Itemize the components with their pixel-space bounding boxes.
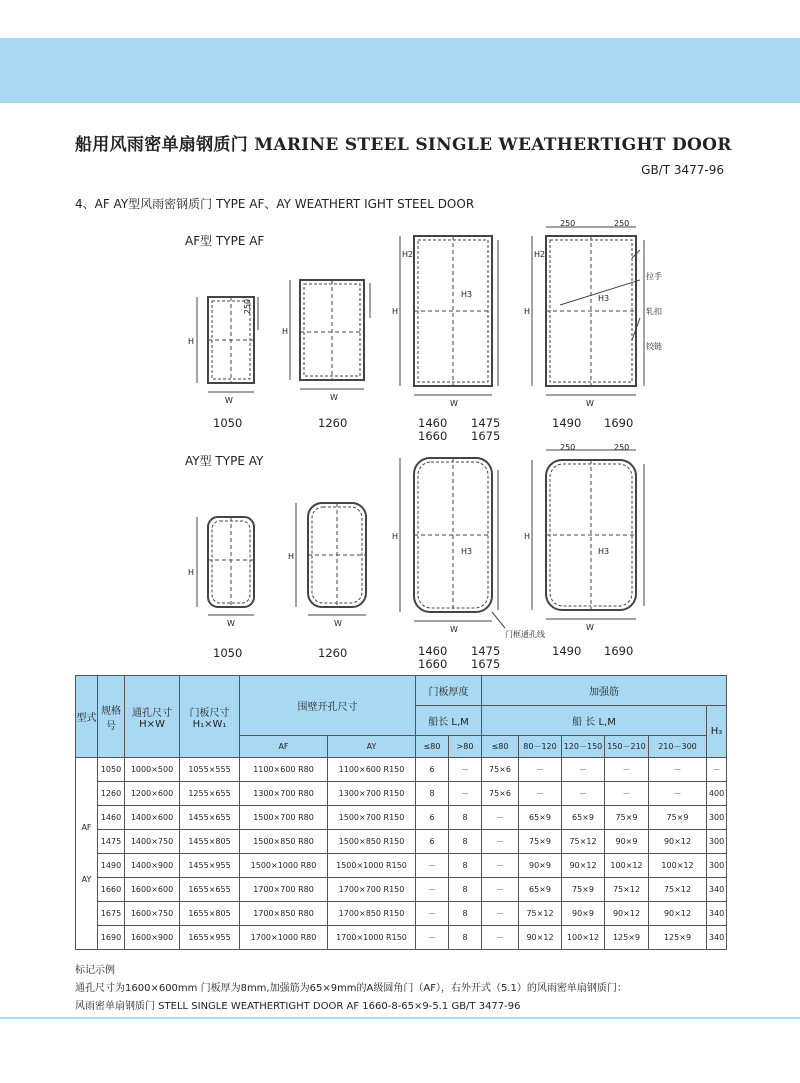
table-cell: 1500×1000 R150 [328,854,416,878]
callout-hinge: 铰链 [646,342,662,351]
table-cell: 1500×700 R80 [240,806,328,830]
table-cell: 90×9 [519,854,562,878]
ay-door-1490 [532,450,644,619]
table-cell: 1400×750 [125,830,180,854]
notes-title: 标记示例 [75,965,115,976]
page-title: 船用风雨密单扇钢质门 MARINE STEEL SINGLE WEATHERTIGHT DOOR [75,135,732,155]
table-cell: 1700×1000 R150 [328,926,416,950]
table-cell: 65×9 [562,806,605,830]
table-cell: 90×12 [605,902,649,926]
table-cell: 8 [449,830,482,854]
dim-h3-af4: H3 [598,294,610,303]
col-stiffener: 加强筋 [482,676,727,706]
callout-handle: 拉手 [646,272,662,281]
table-cell: 90×9 [562,902,605,926]
table-cell: 400 [707,782,727,806]
dim-h-ay4: H [524,532,531,541]
dim-w-ay4: W [586,623,594,632]
standard-number: GB/T 3477-96 [641,163,724,177]
table-cell: 65×9 [519,878,562,902]
table-row [76,806,727,830]
col-s2: 80－120 [519,736,562,758]
table-cell: － [416,926,449,950]
table-cell: 1600×750 [125,902,180,926]
table-cell: 90×12 [519,926,562,950]
af-door-1460 [400,236,498,395]
type-ay: AY [81,874,92,884]
dim-h2-af4: H2 [534,250,546,259]
table-cell: 75×6 [482,782,519,806]
table-cell: 1255×655 [180,782,240,806]
type-af: AF [81,822,92,832]
table-cell: 1455×655 [180,806,240,830]
table-cell: 1700×1000 R80 [240,926,328,950]
table-cell: － [605,782,649,806]
af-size-1490: 1490 [552,416,582,430]
table-cell: 1055×555 [180,758,240,782]
dim-h-af3: H [392,307,399,316]
table-cell: － [482,830,519,854]
table-cell: 1300×700 R150 [328,782,416,806]
col-s5: 210－300 [649,736,707,758]
table-cell: 1700×700 R80 [240,878,328,902]
ay-size-1490: 1490 [552,644,582,658]
table-cell: － [562,758,605,782]
ay-door-1260 [296,503,366,615]
table-cell: － [605,758,649,782]
table-cell: 125×9 [605,926,649,950]
table-cell: 1655×805 [180,902,240,926]
ay-size-1050: 1050 [213,646,243,660]
table-cell: 90×12 [649,902,707,926]
notes [75,962,627,1016]
table-cell: 1600×900 [125,926,180,950]
table-cell: 1455×805 [180,830,240,854]
table-cell: 8 [449,902,482,926]
af-door-drawings [197,227,644,395]
col-panel: 门板尺寸 H₁×W₁ [180,676,240,758]
table-cell: 6 [416,830,449,854]
table-row [76,926,727,950]
type-cell [76,758,98,950]
dim-h3-ay3: H3 [461,547,473,556]
table-cell: 100×12 [649,854,707,878]
table-cell: － [482,806,519,830]
table-cell: 8 [449,926,482,950]
af-door-1260 [290,280,370,389]
col-wall: 围壁开孔尺寸 [240,676,416,736]
table-cell: 8 [449,806,482,830]
table-cell: 8 [449,878,482,902]
table-cell: 90×9 [605,830,649,854]
table-cell: 1475 [98,830,125,854]
table-cell: 1050 [98,758,125,782]
col-spec: 规格号 [98,676,125,758]
ay-size-1460: 1460 1660 [418,644,448,671]
notes-line1: 通孔尺寸为1600×600mm 门板厚为8mm,加强筋为65×9mm的A级圆角门（AF），右外开式（5.1）的风雨密单扇钢质门： [75,983,627,994]
table-cell: 1300×700 R80 [240,782,328,806]
dim-h-af1: H [188,337,195,346]
dim-250-af1: 250 [243,298,253,315]
table-cell: 300 [707,806,727,830]
dim-250-af4b: 250 [614,219,630,228]
table-row [76,878,727,902]
table-cell: 1460 [98,806,125,830]
table-cell: 100×12 [605,854,649,878]
table-cell: － [649,782,707,806]
table-cell: 125×9 [649,926,707,950]
dim-h-ay2: H [288,552,295,561]
table-cell: 8 [449,854,482,878]
spec-table [75,675,727,950]
table-cell: 300 [707,830,727,854]
table-cell: － [416,854,449,878]
table-cell: 1500×850 R150 [328,830,416,854]
table-cell: 6 [416,758,449,782]
table-cell: 75×12 [605,878,649,902]
table-row [76,902,727,926]
notes-line2: 风雨密单扇钢质门 STELL SINGLE WEATHERTIGHT DOOR AF 1660-8-65×9-5.1 GB/T 3477-96 [75,1001,521,1012]
table-cell: 1490 [98,854,125,878]
table-cell: 1700×850 R80 [240,902,328,926]
table-cell: 75×12 [519,902,562,926]
table-cell: 340 [707,926,727,950]
table-cell: 1400×900 [125,854,180,878]
table-cell: － [519,758,562,782]
type-af-label: AF型 TYPE AF [185,234,265,248]
ay-size-1690: 1690 [604,644,634,658]
table-cell: － [482,854,519,878]
dim-w-ay3: W [450,625,458,634]
table-cell: 1260 [98,782,125,806]
table-cell: 1700×700 R150 [328,878,416,902]
dim-w-af3: W [450,399,458,408]
table-cell: 75×9 [562,878,605,902]
section-heading: 4、AF AY型风雨密钢质门 TYPE AF、AY WEATHERT IGHT STEEL DOOR [75,197,475,211]
af-door-1490 [532,227,644,395]
col-s4: 150－210 [605,736,649,758]
table-cell: － [416,902,449,926]
table-cell: 75×9 [519,830,562,854]
dim-250-ay4a: 250 [560,443,576,452]
table-cell: 340 [707,902,727,926]
table-cell: 65×9 [519,806,562,830]
col-h3: H₃ [707,706,727,758]
table-cell: － [482,926,519,950]
af-size-1050: 1050 [213,416,243,430]
col-thickness: 门板厚度 [416,676,482,706]
table-cell: － [482,878,519,902]
col-s1: ≤80 [482,736,519,758]
table-cell: 1500×850 R80 [240,830,328,854]
dim-250-af4a: 250 [560,219,576,228]
table-cell: 75×12 [562,830,605,854]
col-ship-len: 船长 L,M [416,706,482,736]
spec-table-body [76,758,727,950]
col-opening: 通孔尺寸 H×W [125,676,180,758]
table-row [76,758,727,782]
table-cell: 1000×500 [125,758,180,782]
table-cell: － [482,902,519,926]
table-cell: － [707,758,727,782]
table-cell: － [416,878,449,902]
table-cell: － [649,758,707,782]
ay-door-1050 [197,517,254,615]
table-cell: 75×9 [605,806,649,830]
table-cell: 340 [707,878,727,902]
dim-h3-ay4: H3 [598,547,610,556]
col-type: 型式 [76,676,98,758]
ay-size-1475: 1475 1675 [471,644,501,671]
dim-w-af1: W [225,396,233,405]
col-t-le80: ≤80 [416,736,449,758]
callout-opening: 门框通孔线 [505,630,545,639]
callout-latch: 轧扣 [646,307,662,316]
dim-250-ay4b: 250 [614,443,630,452]
ay-door-1460 [400,458,505,628]
table-cell: 8 [416,782,449,806]
dim-w-af2: W [330,393,338,402]
af-size-1460: 1460 1660 [418,416,448,443]
dim-h-ay1: H [188,568,195,577]
table-cell: 1675 [98,902,125,926]
table-cell: － [519,782,562,806]
dim-h-af2: H [282,327,289,336]
dim-h3-af3: H3 [461,290,473,299]
table-cell: 6 [416,806,449,830]
table-cell: 300 [707,854,727,878]
table-cell: 90×12 [562,854,605,878]
table-cell: 75×6 [482,758,519,782]
table-cell: 1600×600 [125,878,180,902]
type-ay-label: AY型 TYPE AY [185,454,264,468]
bottom-line [0,1017,800,1019]
table-cell: 1100×600 R80 [240,758,328,782]
col-s3: 120－150 [562,736,605,758]
ay-door-drawings [197,450,644,628]
table-cell: 1455×955 [180,854,240,878]
col-t-gt80: >80 [449,736,482,758]
table-cell: 1100×600 R150 [328,758,416,782]
table-cell: 1690 [98,926,125,950]
table-cell: － [449,758,482,782]
table-cell: 1400×600 [125,806,180,830]
table-cell: 1660 [98,878,125,902]
table-cell: 75×9 [649,806,707,830]
table-row [76,782,727,806]
table-cell: 1200×600 [125,782,180,806]
dim-h-af4: H [524,307,531,316]
af-size-1475: 1475 1675 [471,416,501,443]
ay-size-1260: 1260 [318,646,348,660]
col-wall-af: AF [240,736,328,758]
dim-w-ay2: W [334,619,342,628]
dim-h-ay3: H [392,532,399,541]
table-cell: 75×12 [649,878,707,902]
col-wall-ay: AY [328,736,416,758]
dim-w-af4: W [586,399,594,408]
af-size-1260: 1260 [318,416,348,430]
table-cell: 1655×955 [180,926,240,950]
table-cell: 1655×655 [180,878,240,902]
table-cell: 90×12 [649,830,707,854]
table-cell: － [449,782,482,806]
table-cell: 100×12 [562,926,605,950]
table-row [76,854,727,878]
af-size-1690: 1690 [604,416,634,430]
table-cell: － [562,782,605,806]
dim-w-ay1: W [227,619,235,628]
table-row [76,830,727,854]
table-cell: 1500×700 R150 [328,806,416,830]
table-cell: 1500×1000 R80 [240,854,328,878]
dim-h2-af3: H2 [402,250,414,259]
table-cell: 1700×850 R150 [328,902,416,926]
col-stiff-len: 船 长 L,M [482,706,707,736]
